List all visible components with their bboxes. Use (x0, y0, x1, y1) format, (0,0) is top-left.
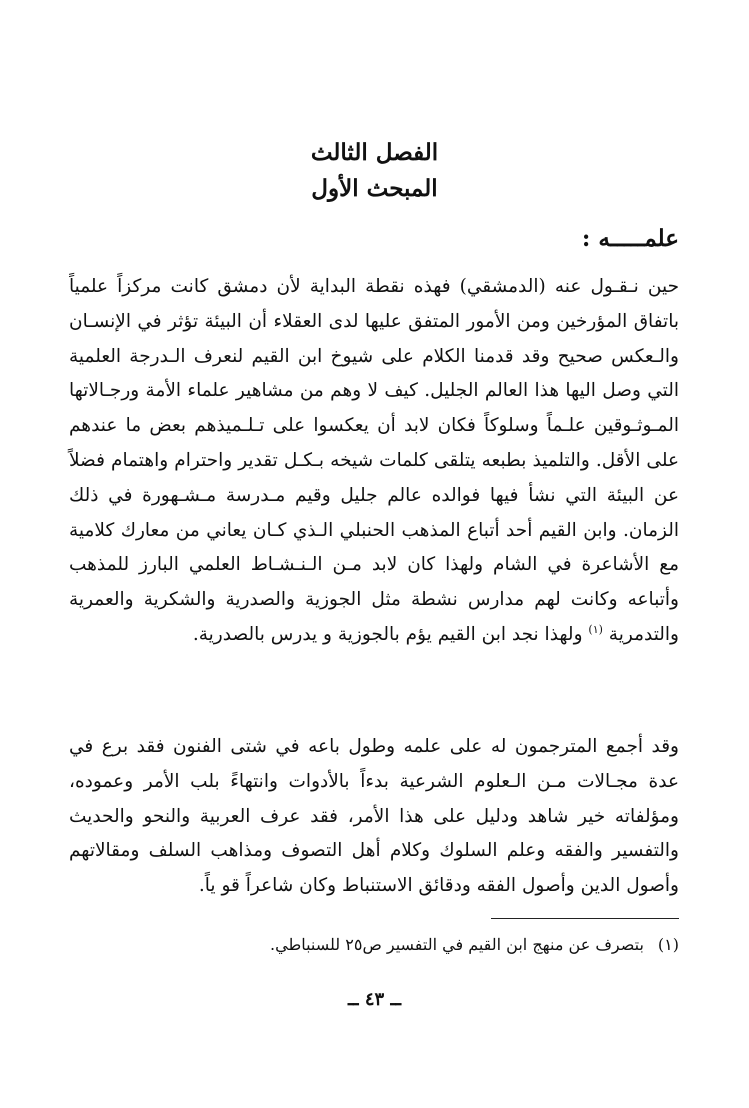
footnote (69, 930, 679, 960)
footnote-reference: (١) (588, 622, 603, 636)
paragraph-1-text-after: ولهذا نجد ابن القيم يؤم بالجوزية و يدرس بالصدرية. (192, 623, 589, 645)
footnote-divider (491, 918, 679, 919)
page-number: ــ ٤٣ ــ (348, 989, 401, 1010)
chapter-title: الفصل الثالث (310, 139, 439, 166)
footnote-number: (١) (657, 935, 679, 954)
footnote-text: بتصرف عن منهج ابن القيم في التفسير ص٢٥ للسنباطي. (270, 935, 644, 954)
paragraph-1 (69, 270, 679, 653)
subsection-heading: علمـــــه : (581, 225, 679, 252)
paragraph-1-text: حين نـقـول عنه (الدمشقي) فهذه نقطة البداية لأن دمشق كانت مركزاً علمياً باتفاق المؤرخين ومن الأمور المتفق عليها لدى العقلاء أن البيئة تؤثر في الإنسـان والـعكس صحيح وقد قدمنا الكلام على شيوخ ابن القيم لنعرف الـدرجة العلمية التي وصل اليها هذا العالم الجليل. كيف لا وهم من مشاهير علماء الأمة ورجـالاتها المـوثـوقين علـماً وسلوكاً فكان لابد أن يعكسوا على تـلـميذهم بعض ما عندهم على الأقل. والتلميذ بطبعه يتلقى كلمات شيخه بـكـل تقدير واحترام واهتمام فضلاً عن البيئة التي نشأ فيها فوالده عالم جليل وقيم مـدرسة مـشـهورة في ذلك الزمان. وابن القيم أحد أتباع المذهب الحنبلي الـذي كـان يعاني من معارك كلامية مع الأشاعرة في الشام ولهذا كان لابد مـن الـنـشـاط العلمي البارز للمذهب وأتباعه وكانت لهم مدارس نشطة مثل الجوزية والصدرية والشكرية والعمرية والتدمرية (69, 276, 679, 645)
paragraph-2: وقد أجمع المترجمون له على علمه وطول باعه في شتى الفنون فقد برع في عدة مجـالات مـن الـعلوم الشرعية بدءاً بالأدوات وانتهاءً بلب الأمر وعموده، ومؤلفاته خير شاهد ودليل على هذا الأمر، فقد عرف العربية والنحو والحديث والتفسير والفقه وعلم السلوك وكلام أهل التصوف ومذاهب السلف ومقالاتهم وأصول الدين وأصول الفقه ودقائق الاستنباط وكان شاعراً قو ياً. (69, 736, 679, 897)
section-title: المبحث الأول (311, 175, 438, 202)
